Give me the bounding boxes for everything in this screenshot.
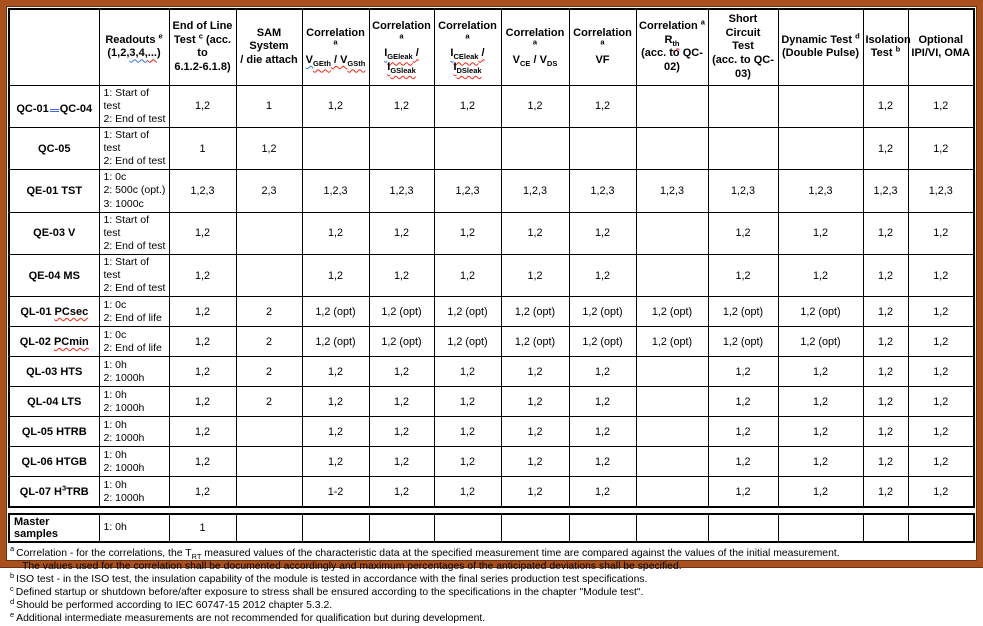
value-cell [434, 127, 501, 169]
value-cell: 1,2 [708, 477, 778, 507]
value-cell: 1,2 [569, 387, 636, 417]
readouts-cell: 1: 0c 2: End of life [99, 327, 169, 357]
value-cell: 1,2 (opt) [501, 297, 569, 327]
value-cell: 1,2 [569, 85, 636, 127]
value-cell: 2,3 [236, 170, 302, 212]
row-label: QE-03 V [9, 212, 99, 254]
value-cell: 1,2 [863, 127, 908, 169]
value-cell: 1,2 [434, 85, 501, 127]
value-cell: 1,2 (opt) [369, 327, 434, 357]
value-cell: 1,2,3 [636, 170, 708, 212]
value-cell: 1,2 [569, 212, 636, 254]
value-cell: 1,2,3 [863, 170, 908, 212]
value-cell [778, 85, 863, 127]
value-cell: 1 [236, 85, 302, 127]
value-cell: 1,2 [369, 447, 434, 477]
value-cell: 1,2 (opt) [708, 327, 778, 357]
value-cell [636, 127, 708, 169]
readouts-cell: 1: 0h 2: 1000h [99, 387, 169, 417]
value-cell [636, 255, 708, 297]
value-cell: 1,2 [169, 327, 236, 357]
footnote: $^c$ Defined startup or shutdown before/after exposure to stress shall be ensured according to the specifications in the chapter "Module test". [10, 583, 644, 599]
value-cell: 1,2 [302, 387, 369, 417]
value-cell: 1 [169, 127, 236, 169]
value-cell: 1,2 [863, 417, 908, 447]
footnote: $^b$ ISO test - in the ISO test, the insulation capability of the module is tested in accordance with the final series production test specifications. [10, 570, 648, 586]
test-row [9, 170, 974, 212]
value-cell: 1,2 [863, 447, 908, 477]
value-cell: 2 [236, 327, 302, 357]
value-cell: 1,2 [863, 327, 908, 357]
readouts-cell: 1: 0h [99, 514, 169, 542]
readouts-cell: 1: 0c 2: End of life [99, 297, 169, 327]
value-cell: 1,2 [369, 85, 434, 127]
readouts-cell: 1: 0c 2: 500c (opt.) 3: 1000c [99, 170, 169, 212]
value-cell [369, 127, 434, 169]
column-header: Readouts $^e$ (1,2,3,4,...) [99, 9, 169, 85]
value-cell: 1,2 [908, 212, 974, 254]
value-cell: 1,2 [434, 212, 501, 254]
value-cell: 1,2 [778, 255, 863, 297]
value-cell: 1,2 [863, 477, 908, 507]
value-cell [636, 447, 708, 477]
column-header: Correlation $^a$ $I_{GEleak} / I_{GSleak}$ [369, 9, 434, 85]
header-row [9, 9, 974, 85]
value-cell: 1,2 [434, 255, 501, 297]
value-cell: 1,2 [863, 212, 908, 254]
value-cell: 1,2 [369, 357, 434, 387]
corner-cell [9, 9, 99, 85]
value-cell: 1,2 [708, 357, 778, 387]
value-cell: 1,2 [169, 212, 236, 254]
column-header: Correlation $^a$ $R_{th}$ (acc. to QC-02) [636, 9, 708, 85]
grammar-mark [50, 98, 59, 112]
value-cell: 1,2 [434, 357, 501, 387]
value-cell [863, 514, 908, 542]
value-cell: 1,2 [302, 447, 369, 477]
value-cell [236, 212, 302, 254]
column-header: Correlation $^a$ $V_{GEth} / V_{GSth}$ [302, 9, 369, 85]
value-cell: 1,2 [369, 212, 434, 254]
value-cell [236, 447, 302, 477]
value-cell: 1,2 (opt) [569, 297, 636, 327]
value-cell: 1,2 [708, 447, 778, 477]
value-cell: 1,2 [708, 387, 778, 417]
value-cell: 1,2 [236, 127, 302, 169]
value-cell: 1,2 [169, 477, 236, 507]
value-cell: 1,2 [302, 212, 369, 254]
value-cell: 1,2 [369, 477, 434, 507]
column-header: Short Circuit Test (acc. to QC-03) [708, 9, 778, 85]
column-header: Isolation Test $^b$ [863, 9, 908, 85]
readouts-cell: 1: 0h 2: 1000h [99, 417, 169, 447]
value-cell [636, 357, 708, 387]
value-cell [569, 127, 636, 169]
readouts-cell: 1: Start of test 2: End of test [99, 85, 169, 127]
value-cell: 1,2 (opt) [569, 327, 636, 357]
value-cell [636, 85, 708, 127]
table-header [9, 9, 974, 85]
value-cell [636, 477, 708, 507]
value-cell: 1,2 [169, 297, 236, 327]
readouts-cell: 1: 0h 2: 1000h [99, 447, 169, 477]
value-cell: 1,2 [569, 417, 636, 447]
value-cell [302, 127, 369, 169]
value-cell: 1,2 [778, 357, 863, 387]
value-cell: 1,2 [434, 417, 501, 447]
value-cell: 2 [236, 297, 302, 327]
value-cell: 1,2 [169, 447, 236, 477]
value-cell [778, 127, 863, 169]
row-label: QL-03 HTS [9, 357, 99, 387]
value-cell: 1,2 (opt) [302, 297, 369, 327]
value-cell: 1,2 [908, 417, 974, 447]
readouts-cell: 1: Start of test 2: End of test [99, 255, 169, 297]
readouts-cell: 1: 0h 2: 1000h [99, 477, 169, 507]
value-cell [569, 514, 636, 542]
column-header: Correlation $^a$ $I_{CEleak} / I_{DSleak}$ [434, 9, 501, 85]
value-cell: 1,2 (opt) [434, 327, 501, 357]
value-cell: 1,2 [569, 477, 636, 507]
test-row [9, 297, 974, 327]
value-cell: 1,2 [169, 387, 236, 417]
readouts-cell: 1: 0h 2: 1000h [99, 357, 169, 387]
value-cell: 1,2 [302, 255, 369, 297]
value-cell: 1,2 [501, 85, 569, 127]
value-cell [636, 387, 708, 417]
value-cell: 1,2 [501, 255, 569, 297]
value-cell: 1,2 [708, 212, 778, 254]
value-cell [708, 127, 778, 169]
value-cell: 1,2 [434, 387, 501, 417]
footnotes [10, 544, 977, 626]
value-cell: 1,2 [569, 255, 636, 297]
value-cell: 1,2 (opt) [708, 297, 778, 327]
value-cell: 1,2 [708, 417, 778, 447]
row-label: QL-01 PCsec [9, 297, 99, 327]
value-cell [708, 85, 778, 127]
value-cell: 1,2,3 [908, 170, 974, 212]
value-cell [236, 477, 302, 507]
column-header: Correlation $^a$ $V_{CE} / V_{DS}$ [501, 9, 569, 85]
master-samples-label: Master samples [9, 514, 99, 542]
footnote: $^a$ Correlation - for the correlations, the $T_{RT}$ measured values of the characteristic data at the specified measurement time are compared against the values of the initial measurement. The values used for the correlation shall be documented accordingly and maximum percentages of the anticipated deviations shall be specified. [10, 544, 840, 572]
value-cell: 1,2 [501, 357, 569, 387]
value-cell: 1,2 [863, 387, 908, 417]
master-samples-table [8, 513, 975, 543]
test-row [9, 417, 974, 447]
value-cell: 1,2 (opt) [778, 327, 863, 357]
value-cell: 1,2 (opt) [369, 297, 434, 327]
row-label: QC-05 [9, 127, 99, 169]
value-cell: 1-2 [302, 477, 369, 507]
value-cell [369, 514, 434, 542]
value-cell [708, 514, 778, 542]
value-cell: 1,2 [908, 387, 974, 417]
value-cell: 1,2 [501, 417, 569, 447]
row-label: QL-02 PCmin [9, 327, 99, 357]
value-cell: 1,2 [778, 477, 863, 507]
value-cell [501, 127, 569, 169]
test-row [9, 127, 974, 169]
row-label: QE-04 MS [9, 255, 99, 297]
value-cell: 1,2 [778, 447, 863, 477]
row-label: QE-01 TST [9, 170, 99, 212]
value-cell: 1 [169, 514, 236, 542]
value-cell: 1,2,3 [569, 170, 636, 212]
value-cell: 1,2 (opt) [434, 297, 501, 327]
value-cell: 1,2 [908, 357, 974, 387]
column-header: Correlation $^a$ VF [569, 9, 636, 85]
value-cell: 1,2 [501, 447, 569, 477]
value-cell: 1,2,3 [169, 170, 236, 212]
readouts-cell: 1: Start of test 2: End of test [99, 212, 169, 254]
value-cell [434, 514, 501, 542]
column-header: Dynamic Test $^d$ (Double Pulse) [778, 9, 863, 85]
row-label: QL-05 HTRB [9, 417, 99, 447]
value-cell: 1,2 [863, 255, 908, 297]
value-cell: 1,2 [908, 477, 974, 507]
value-cell [236, 255, 302, 297]
value-cell: 1,2 [908, 127, 974, 169]
value-cell: 1,2 (opt) [636, 297, 708, 327]
footnote: $^d$ Should be performed according to IEC 60747-15 2012 chapter 5.3.2. [10, 596, 333, 612]
value-cell: 1,2 [908, 297, 974, 327]
value-cell [778, 514, 863, 542]
value-cell: 1,2 (opt) [636, 327, 708, 357]
value-cell: 1,2,3 [778, 170, 863, 212]
test-row [9, 447, 974, 477]
value-cell: 2 [236, 357, 302, 387]
table-body [9, 85, 974, 507]
value-cell: 1,2,3 [501, 170, 569, 212]
value-cell: 1,2 [501, 212, 569, 254]
readouts-cell: 1: Start of test 2: End of test [99, 127, 169, 169]
row-label: QL-07 $H^3TRB$ [9, 477, 99, 507]
value-cell: 1,2 [302, 85, 369, 127]
value-cell: 1,2 [908, 255, 974, 297]
value-cell: 1,2 [569, 357, 636, 387]
value-cell: 1,2 [908, 327, 974, 357]
value-cell: 1,2,3 [708, 170, 778, 212]
row-label: QL-04 LTS [9, 387, 99, 417]
value-cell [236, 514, 302, 542]
value-cell: 1,2,3 [434, 170, 501, 212]
value-cell: 1,2 [908, 447, 974, 477]
value-cell: 1,2 [569, 447, 636, 477]
value-cell: 1,2 [778, 387, 863, 417]
test-row [9, 212, 974, 254]
value-cell: 1,2 [501, 477, 569, 507]
test-row [9, 85, 974, 127]
footnote: $^e$ Additional intermediate measurements are not recommended for qualification but during development. [10, 609, 486, 625]
test-row [9, 387, 974, 417]
value-cell [908, 514, 974, 542]
column-header: SAM System / die attach [236, 9, 302, 85]
column-header: End of Line Test $^c$ (acc. to 6.1.2-6.1.8) [169, 9, 236, 85]
value-cell: 1,2 [434, 447, 501, 477]
value-cell: 1,2 [369, 417, 434, 447]
value-cell: 1,2 [302, 357, 369, 387]
value-cell: 1,2 [434, 477, 501, 507]
value-cell [636, 514, 708, 542]
master-samples-row [9, 514, 974, 542]
value-cell: 1,2 [501, 387, 569, 417]
value-cell: 1,2 [863, 85, 908, 127]
value-cell: 1,2 (opt) [778, 297, 863, 327]
value-cell: 1,2 [369, 387, 434, 417]
value-cell: 1,2 [169, 255, 236, 297]
value-cell: 1,2 [778, 417, 863, 447]
value-cell: 1,2 [302, 417, 369, 447]
value-cell [636, 212, 708, 254]
value-cell: 1,2 [863, 357, 908, 387]
value-cell [236, 417, 302, 447]
row-label: QC-01 QC-04 [9, 85, 99, 127]
value-cell [636, 417, 708, 447]
test-row [9, 477, 974, 507]
value-cell [501, 514, 569, 542]
qualification-test-table [8, 8, 975, 508]
value-cell: 1,2 [778, 212, 863, 254]
value-cell: 1,2,3 [302, 170, 369, 212]
value-cell: 1,2 [169, 85, 236, 127]
value-cell: 1,2 [908, 85, 974, 127]
test-row [9, 255, 974, 297]
test-row [9, 357, 974, 387]
value-cell: 1,2 [369, 255, 434, 297]
value-cell: 1,2 [708, 255, 778, 297]
row-label: QL-06 HTGB [9, 447, 99, 477]
value-cell: 1,2 [863, 297, 908, 327]
value-cell: 1,2 (opt) [501, 327, 569, 357]
value-cell: 1,2 [169, 357, 236, 387]
value-cell: 2 [236, 387, 302, 417]
column-header: Optional IPI/VI, OMA [908, 9, 974, 85]
value-cell: 1,2 (opt) [302, 327, 369, 357]
value-cell [302, 514, 369, 542]
value-cell: 1,2,3 [369, 170, 434, 212]
value-cell: 1,2 [169, 417, 236, 447]
test-row [9, 327, 974, 357]
